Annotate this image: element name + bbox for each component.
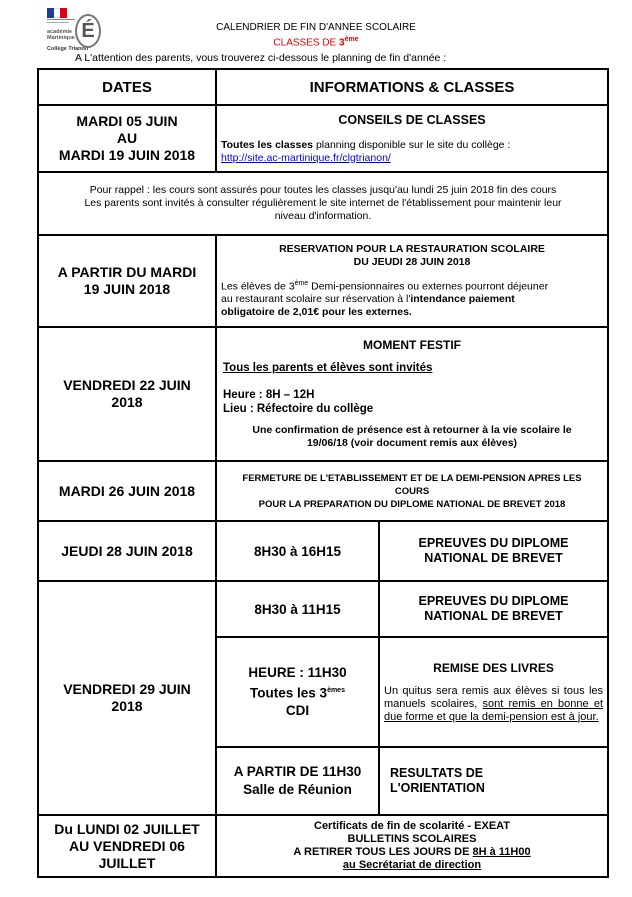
remise-livres xyxy=(379,637,608,747)
intro-text: A L'attention des parents, vous trouverez ci-dessous le planning de fin d'année : xyxy=(75,52,447,64)
table-row xyxy=(38,461,608,521)
restauration-info xyxy=(216,235,608,327)
festif-info xyxy=(216,327,608,461)
fermeture-info: FERMETURE DE L'ETABLISSEMENT ET DE LA DEMI-PENSION APRES LES COURS POUR LA PREPARATION DU DIPLOME NATIONAL DE BREVET 2018 xyxy=(216,461,608,521)
table-row xyxy=(38,521,608,581)
logo-martinique: Martinique xyxy=(47,35,75,41)
conseils-date: MARDI 05 JUIN AU MARDI 19 JUIN 2018 xyxy=(38,105,216,172)
logo-college: Collège Trianon xyxy=(47,46,89,52)
reunion-info: A PARTIR DE 11H30 Salle de Réunion xyxy=(216,747,379,815)
jeudi28-date: JEUDI 28 JUIN 2018 xyxy=(38,521,216,581)
logo-academie: académie xyxy=(47,29,73,35)
jeudi28-horaire: 8H30 à 16H15 xyxy=(216,521,379,581)
juillet-info: Certificats de fin de scolarité - EXEAT BULLETINS SCOLAIRES A RETIRER TOUS LES JOURS DE 8H à 11H00 au Secrétariat de direction xyxy=(216,815,608,877)
table-row xyxy=(38,105,608,172)
logo-e-icon: É xyxy=(75,14,101,48)
vendredi29-horaire: 8H30 à 11H15 xyxy=(216,581,379,637)
document-title: CALENDRIER DE FIN D'ANNEE SCOLAIRE xyxy=(216,22,416,33)
jeudi28-epreuves: EPREUVES DU DIPLOME NATIONAL DE BREVET xyxy=(379,521,608,581)
table-header-row xyxy=(38,69,608,105)
vendredi29-date: VENDREDI 29 JUIN 2018 xyxy=(38,581,216,815)
festif-date: VENDREDI 22 JUIN 2018 xyxy=(38,327,216,461)
table-row xyxy=(38,235,608,327)
resultats-orientation: RESULTATS DE L'ORIENTATION xyxy=(379,747,608,815)
festif-title: MOMENT FESTIF xyxy=(363,338,461,352)
fermeture-date: MARDI 26 JUIN 2018 xyxy=(38,461,216,521)
restauration-date: A PARTIR DU MARDI 19 JUIN 2018 xyxy=(38,235,216,327)
french-flag-icon xyxy=(47,8,67,18)
col-header-info: INFORMATIONS & CLASSES xyxy=(216,69,608,105)
livres-title: REMISE DES LIVRES xyxy=(433,660,554,675)
rappel-info: Pour rappel : les cours sont assurés pour toutes les classes jusqu'au lundi 25 juin 2018 fin des cours Les parents sont invités à consulter régulièrement le site internet de l'établissement pour maintenir leur niveau d'information. xyxy=(38,172,608,235)
juillet-date: Du LUNDI 02 JUILLET AU VENDREDI 06 JUILLET xyxy=(38,815,216,877)
cdi-info: HEURE : 11H30 Toutes les 3èmes CDI xyxy=(216,637,379,747)
conseils-info xyxy=(216,105,608,172)
table-row xyxy=(38,815,608,877)
table-row xyxy=(38,172,608,235)
vendredi29-epreuves: EPREUVES DU DIPLOME NATIONAL DE BREVET xyxy=(379,581,608,637)
table-row xyxy=(38,327,608,461)
col-header-dates: DATES xyxy=(38,69,216,105)
calendar-table xyxy=(37,68,609,878)
livres-text: Un quitus sera remis aux élèves si tous les manuels scolaires, sont remis en bonne et due forme et que la demi-pension est à jour. xyxy=(384,684,604,723)
conseils-text: Toutes les classes planning disponible sur le site du collège : xyxy=(221,138,511,151)
restauration-text: Les élèves de 3ème Demi-pensionnaires ou externes pourront déjeuner au restaurant scolaire sur réservation à l'intendance paiement obligatoire de 2,01€ pour les externes. xyxy=(221,279,549,319)
festif-confirmation: Une confirmation de présence est à retourner à la vie scolaire le 19/06/18 (voir document remis aux élèves) xyxy=(252,424,572,449)
college-site-link[interactable]: http://site.ac-martinique.fr/clgtrianon/ xyxy=(221,151,391,164)
festif-heure: Heure : 8H – 12H xyxy=(223,389,315,401)
table-row xyxy=(38,581,608,637)
festif-invites: Tous les parents et élèves sont invités xyxy=(223,362,433,374)
restauration-title: RESERVATION POUR LA RESTAURATION SCOLAIRE DU JEUDI 28 JUIN 2018 xyxy=(279,242,545,268)
classes-subtitle: CLASSES DE 3ème xyxy=(273,36,359,49)
school-logo xyxy=(47,8,102,58)
festif-lieu: Lieu : Réfectoire du collège xyxy=(223,403,374,415)
conseils-title: CONSEILS DE CLASSES xyxy=(338,112,486,127)
